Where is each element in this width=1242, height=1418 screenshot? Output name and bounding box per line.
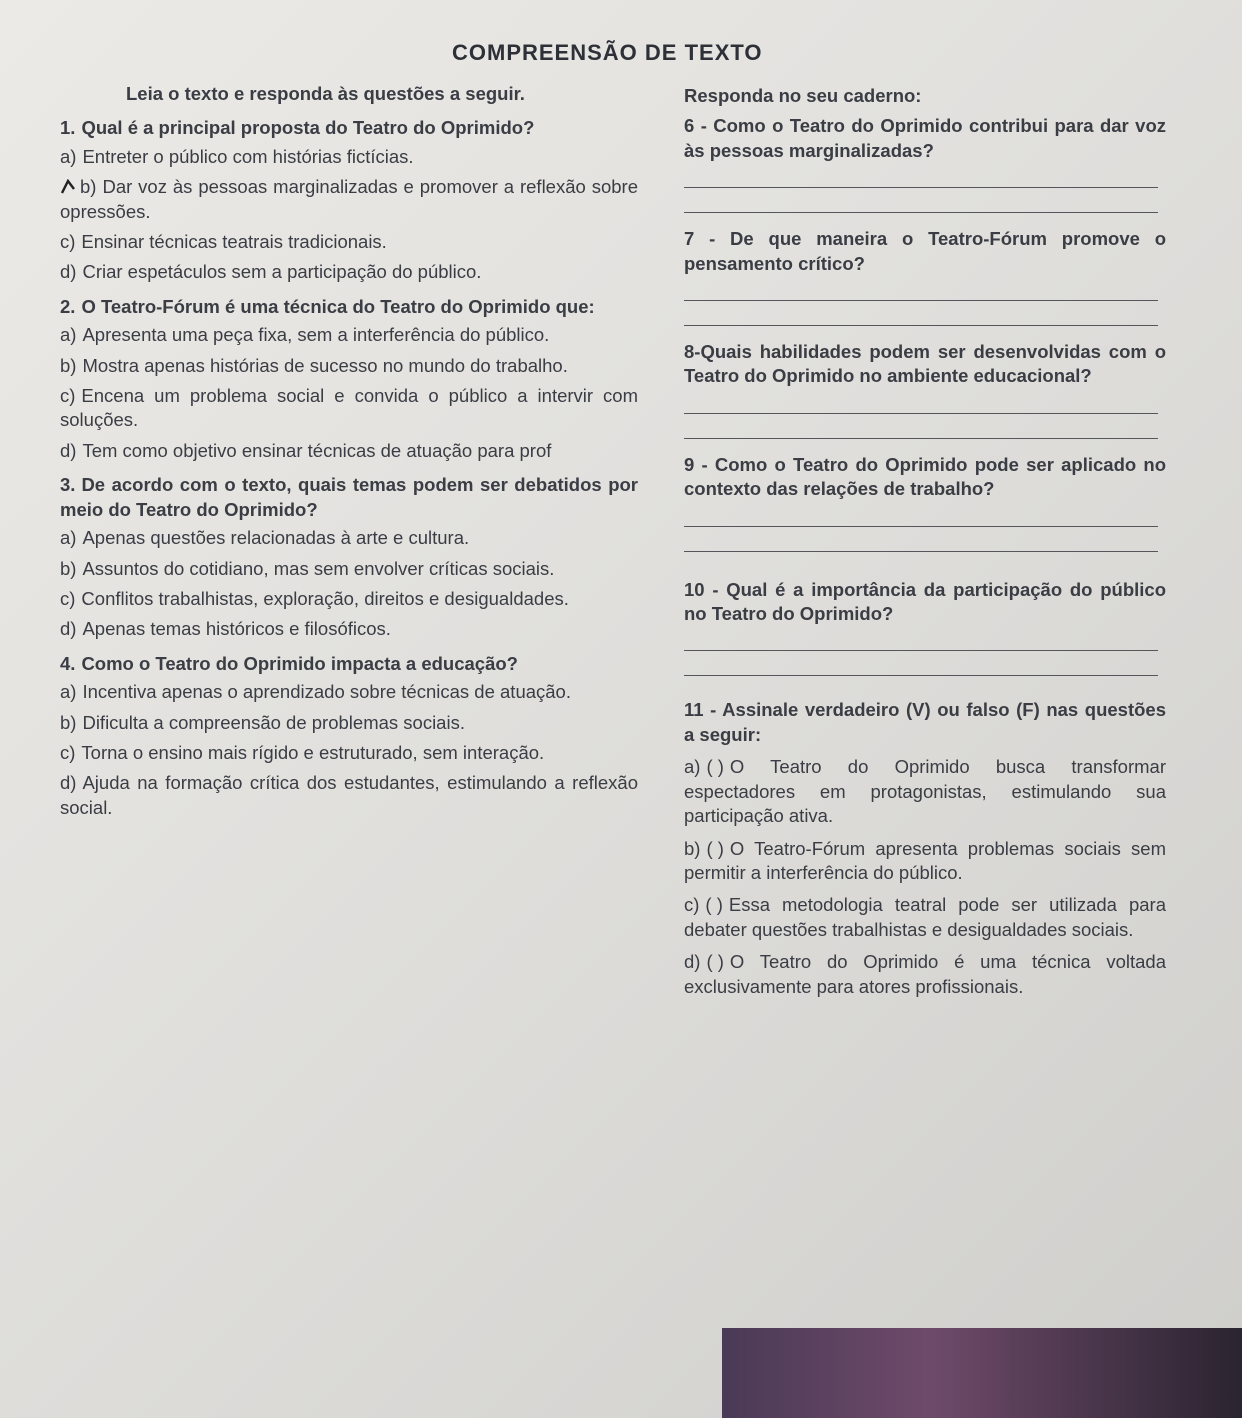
true-false-item[interactable]: d) ( ) O Teatro do Oprimido é uma técnica voltada exclusivamente para atores profissionais. [684, 951, 1166, 997]
answer-line[interactable] [684, 438, 1158, 439]
answer-line[interactable] [684, 650, 1158, 651]
question-4: 4. Como o Teatro do Oprimido impacta a educação? [60, 652, 518, 674]
answer-line[interactable] [684, 551, 1158, 552]
option[interactable]: a) Incentiva apenas o aprendizado sobre técnicas de atuação. [60, 681, 571, 703]
answer-line[interactable] [684, 212, 1158, 213]
option[interactable]: d) Ajuda na formação crítica dos estudantes, estimulando a reflexão social. [60, 772, 638, 818]
question-7: 7 - De que maneira o Teatro-Fórum promove o pensamento crítico? [684, 228, 1166, 274]
question-10: 10 - Qual é a importância da participação do público no Teatro do Oprimido? [684, 578, 1166, 625]
option[interactable]: d) Criar espetáculos sem a participação do público. [60, 261, 482, 283]
option[interactable]: b) Dificulta a compreensão de problemas sociais. [60, 711, 465, 733]
option[interactable]: b) Assuntos do cotidiano, mas sem envolver críticas sociais. [60, 557, 555, 579]
question-11: 11 - Assinale verdadeiro (V) ou falso (F) nas questões a seguir: [684, 699, 1166, 745]
handwritten-mark-icon [60, 179, 76, 195]
left-column [60, 82, 638, 826]
question-2: 2. O Teatro-Fórum é uma técnica do Teatro do Oprimido que: [60, 295, 595, 317]
right-header: Responda no seu caderno: [684, 85, 922, 106]
question-6: 6 - Como o Teatro do Oprimido contribui para dar voz às pessoas marginalizadas? [684, 115, 1166, 161]
option[interactable]: a) Apenas questões relacionadas à arte e cultura. [60, 527, 470, 549]
question-9: 9 - Como o Teatro do Oprimido pode ser aplicado no contexto das relações de trabalho? [684, 453, 1166, 500]
answer-box[interactable]: ( ) [706, 756, 724, 778]
page-title: COMPREENSÃO DE TEXTO [452, 40, 763, 65]
answer-box[interactable]: ( ) [705, 894, 723, 916]
background-fabric [722, 1328, 1242, 1418]
question-3: 3. De acordo com o texto, quais temas podem ser debatidos por meio do Teatro do Oprimido? [60, 474, 638, 520]
intro-text: Leia o texto e responda às questões a seguir. [126, 83, 525, 104]
option[interactable]: a) Apresenta uma peça fixa, sem a interferência do público. [60, 324, 550, 346]
option[interactable]: d) Apenas temas históricos e filosóficos. [60, 618, 391, 640]
option[interactable]: c) Torna o ensino mais rígido e estruturado, sem interação. [60, 741, 545, 763]
answer-box[interactable]: ( ) [706, 837, 724, 859]
option[interactable]: b) Mostra apenas histórias de sucesso no mundo do trabalho. [60, 354, 568, 376]
answer-line[interactable] [684, 675, 1158, 676]
question-8: 8-Quais habilidades podem ser desenvolvidas com o Teatro do Oprimido no ambiente educacional? [684, 341, 1166, 387]
option[interactable]: a) Entreter o público com histórias fictícias. [60, 145, 414, 167]
true-false-item[interactable]: b) ( ) O Teatro-Fórum apresenta problemas sociais sem permitir a interferência do público. [684, 837, 1166, 883]
question-1: 1. Qual é a principal proposta do Teatro do Oprimido? [60, 117, 535, 139]
option[interactable]: c) Conflitos trabalhistas, exploração, direitos e desigualdades. [60, 587, 569, 609]
option[interactable]: c) Encena um problema social e convida o público a intervir com soluções. [60, 385, 638, 431]
true-false-item[interactable]: a) ( ) O Teatro do Oprimido busca transformar espectadores em protagonistas, estimulando sua participação ativa. [684, 756, 1166, 827]
answer-line[interactable] [684, 300, 1158, 301]
option[interactable]: c) Ensinar técnicas teatrais tradicionais. [60, 231, 387, 253]
option[interactable]: d) Tem como objetivo ensinar técnicas de atuação para prof [60, 439, 552, 461]
answer-line[interactable] [684, 325, 1158, 326]
answer-line[interactable] [684, 526, 1158, 527]
answer-line[interactable] [684, 187, 1158, 188]
true-false-item[interactable]: c) ( ) Essa metodologia teatral pode ser utilizada para debater questões trabalhistas e desigualdades sociais. [684, 894, 1166, 940]
right-column [676, 84, 1166, 1007]
answer-line[interactable] [684, 413, 1158, 414]
option-marked[interactable]: b) Dar voz às pessoas marginalizadas e promover a reflexão sobre opressões. [60, 176, 638, 222]
answer-box[interactable]: ( ) [706, 951, 724, 973]
